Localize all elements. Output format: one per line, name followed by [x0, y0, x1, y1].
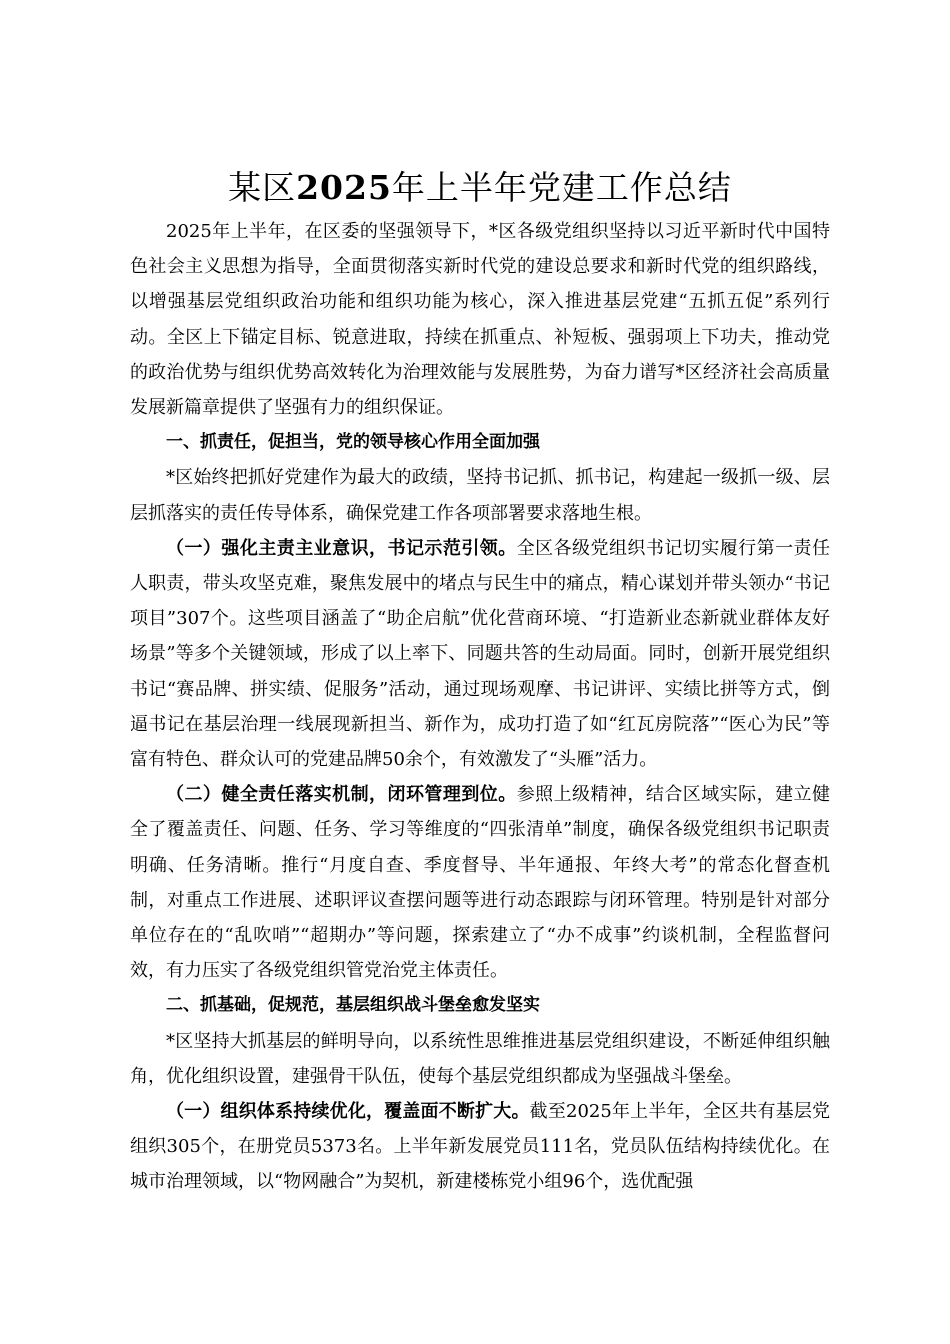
section-2-sub-1-text: 截至2025年上半年，全区共有基层党组织305个，在册党员5373名。上半年新发展党员111名，党员队伍结构持续优化。在城市治理领域，以“物网融合”为契机，新建楼栋党小组96个，选优配强 — [130, 1101, 830, 1193]
document-page — [130, 166, 830, 1200]
section-1-sub-1 — [130, 531, 830, 777]
section-2-intro: *区坚持大抓基层的鲜明导向，以系统性思维推进基层党组织建设，不断延伸组织触角，优化组织设置，建强骨干队伍，使每个基层党组织都成为坚强战斗堡垒。 — [130, 1030, 830, 1087]
document-title — [130, 166, 830, 210]
title-suffix: 年上半年党建工作总结 — [391, 168, 732, 207]
section-2-sub-1 — [130, 1094, 830, 1200]
section-1-sub-2-text: 参照上级精神，结合区域实际，建立健全了覆盖责任、问题、任务、学习等维度的“四张清单”制度，确保各级党组织书记职责明确、任务清晰。推行“月度自查、季度督导、半年通报、年终大考”的常态化督查机制，对重点工作进展、述职评议查摆问题等进行动态跟踪与闭环管理。特别是针对部分单位存在的“乱吹哨”“超期办”等问题，探索建立了“办不成事”约谈机制，全程监督问效，有力压实了各级党组织管党治党主体责任。 — [130, 784, 831, 982]
section-1-sub-2-lead: （二）健全责任落实机制，闭环管理到位。 — [166, 784, 517, 806]
section-1-intro: *区始终把抓好党建作为最大的政绩，坚持书记抓、抓书记，构建起一级抓一级、层层抓落实的责任传导体系，确保党建工作各项部署要求落地生根。 — [130, 467, 830, 524]
section-2-sub-1-lead: （一）组织体系持续优化，覆盖面不断扩大。 — [166, 1101, 530, 1123]
section-1-sub-2 — [130, 777, 830, 988]
section-1-heading: 一、抓责任，促担当，党的领导核心作用全面加强 — [166, 432, 540, 453]
intro-paragraph: 2025年上半年，在区委的坚强领导下，*区各级党组织坚持以习近平新时代中国特色社会主义思想为指导，全面贯彻落实新时代党的建设总要求和新时代党的组织路线，以增强基层党组织政治功能和组织功能为核心，深入推进基层党建“五抓五促”系列行动。全区上下锚定目标、锐意进取，持续在抓重点、补短板、强弱项上下功夫，推动党的政治优势与组织优势高效转化为治理效能与发展胜势，为奋力谱写*区经济社会高质量发展新篇章提供了坚强有力的组织保证。 — [130, 221, 830, 419]
title-year: 2025 — [296, 168, 392, 207]
section-1-sub-1-text: 全区各级党组织书记切实履行第一责任人职责，带头攻坚克难，聚焦发展中的堵点与民生中的痛点，精心谋划并带头领办“书记项目”307个。这些项目涵盖了“助企启航”优化营商环境、“打造新业态新就业群体友好场景”等多个关键领域，形成了以上率下、同题共答的生动局面。同时，创新开展党组织书记“赛品牌、拼实绩、促服务”活动，通过现场观摩、书记讲评、实绩比拼等方式，倒逼书记在基层治理一线展现新担当、新作为，成功打造了如“红瓦房院落”“医心为民”等富有特色、群众认可的党建品牌50余个，有效激发了“头雁”活力。 — [130, 537, 831, 771]
section-1-sub-1-lead: （一）强化主责主业意识，书记示范引领。 — [166, 537, 517, 559]
title-prefix: 某区 — [228, 168, 297, 207]
section-2-heading: 二、抓基础，促规范，基层组织战斗堡垒愈发坚实 — [166, 995, 540, 1016]
